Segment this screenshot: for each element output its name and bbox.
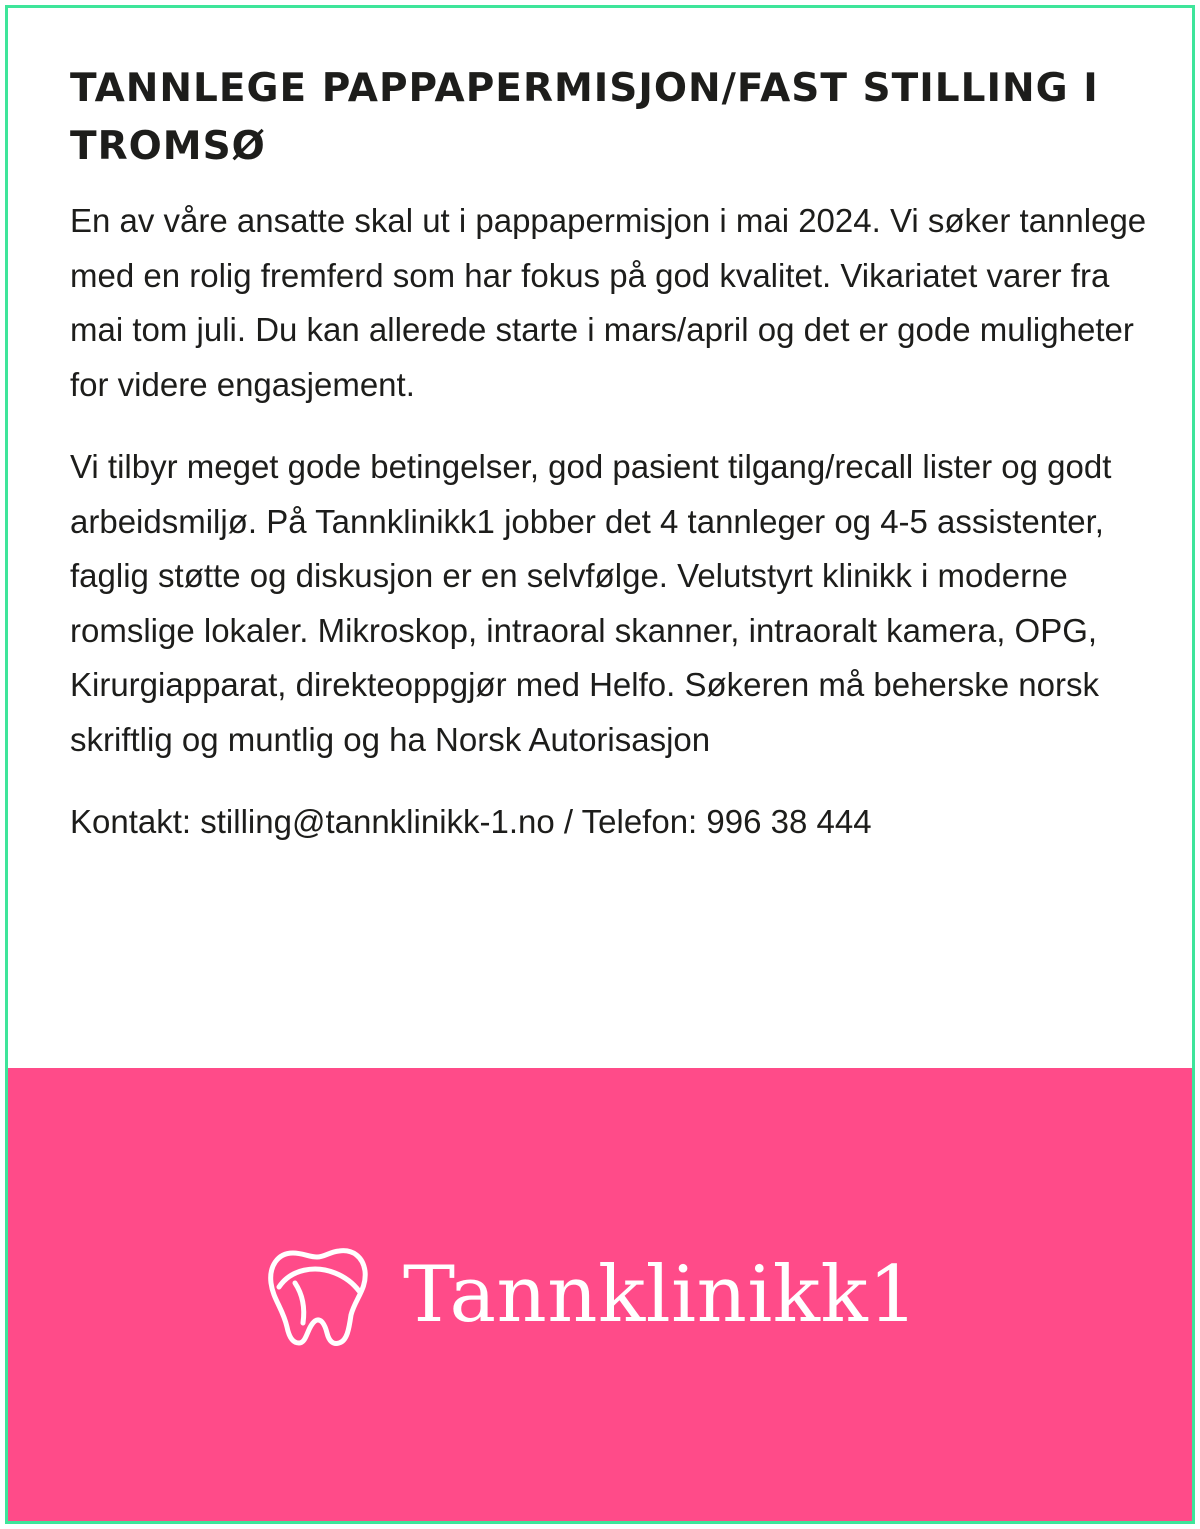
job-ad-content (70, 60, 1160, 849)
job-ad-paragraph-intro: En av våre ansatte skal ut i pappapermisjon i mai 2024. Vi søker tannlege med en rolig fremferd som har fokus på god kvalitet. Vikariatet varer fra mai tom juli. Du kan allerede starte i mars/april og det er gode muligheter for videre engasjement. (70, 202, 1147, 403)
tooth-icon (263, 1243, 373, 1353)
brand-footer (8, 1068, 1192, 1521)
job-ad-frame (5, 5, 1195, 1524)
job-ad-title: TANNLEGE PAPPAPERMISJON/FAST STILLING I TROMSØ (70, 66, 1099, 169)
job-ad-paragraph-offer: Vi tilbyr meget gode betingelser, god pasient tilgang/recall lister og godt arbeidsmiljø. På Tannklinikk1 jobber det 4 tannleger og 4-5 assistenter, faglig støtte og diskusjon er en selvfølge. Velutstyrt klinikk i moderne romslige lokaler. Mikroskop, intraoral skanner, intraoralt kamera, OPG, Kirurgiapparat, direkteoppgjør med Helfo. Søkeren må beherske norsk skriftlig og muntlig og ha Norsk Autorisasjon (70, 448, 1112, 758)
tannklinikk1-logo (263, 1243, 963, 1353)
logo-wordmark: Tannklinikk1 (403, 1250, 919, 1340)
job-ad-contact: Kontakt: stilling@tannklinikk-1.no / Telefon: 996 38 444 (70, 803, 872, 840)
